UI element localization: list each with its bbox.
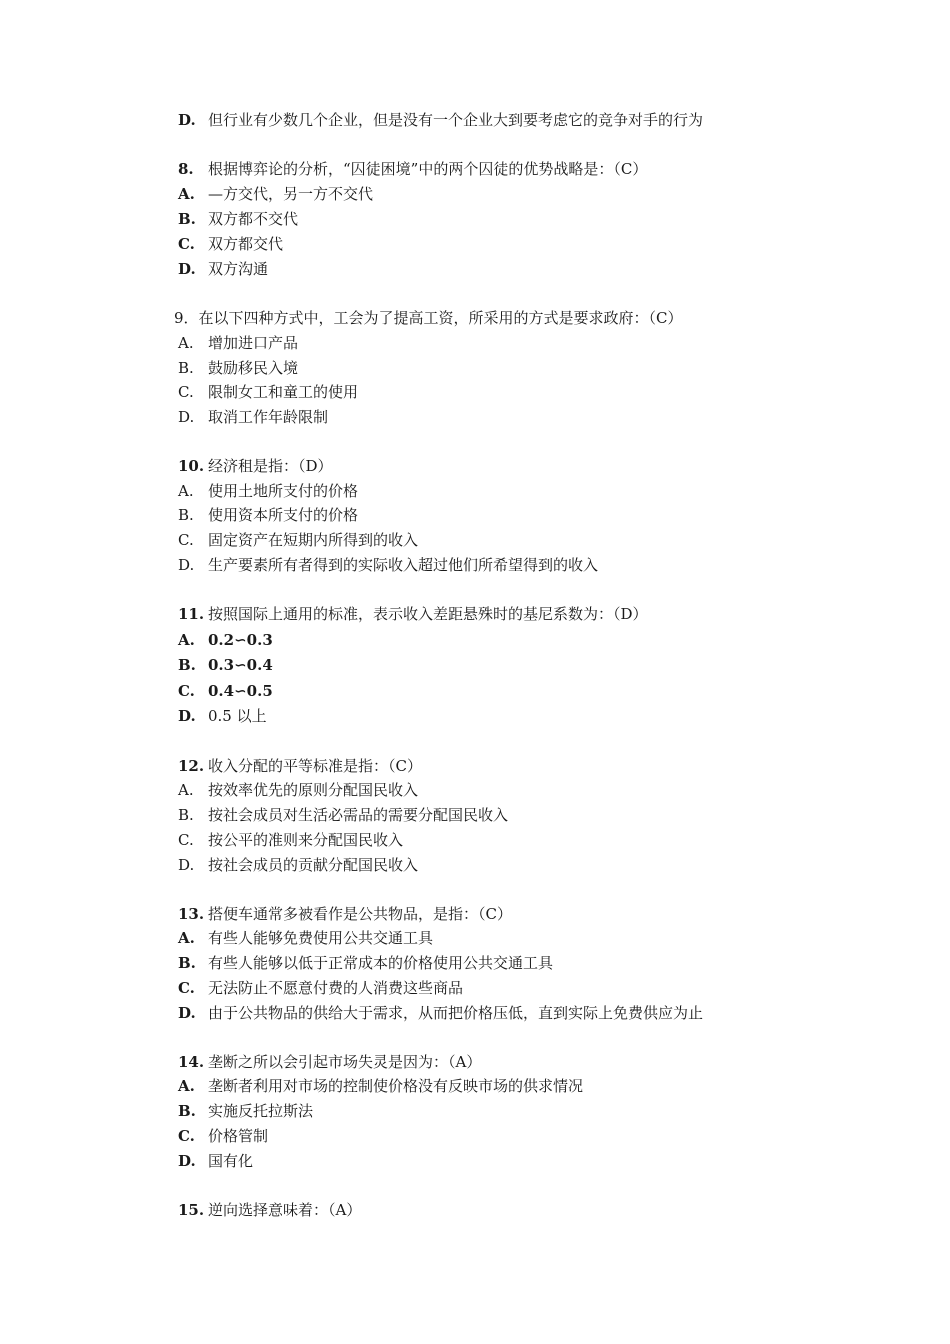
option-text: 垄断者利用对市场的控制使价格没有反映市场的供求情况 bbox=[208, 1077, 584, 1095]
q12-option-d bbox=[178, 853, 418, 877]
q12-option-b bbox=[178, 803, 508, 827]
question-number: 12. bbox=[178, 757, 205, 775]
option-text: 有些人能够以低于正常成本的价格使用公共交通工具 bbox=[208, 954, 554, 972]
option-text: 取消工作年龄限制 bbox=[208, 408, 329, 426]
option-marker: B. bbox=[178, 506, 194, 524]
q11-option-c bbox=[178, 679, 273, 703]
option-marker: B. bbox=[178, 806, 194, 824]
q13-option-d bbox=[178, 1001, 703, 1025]
option-marker: C. bbox=[178, 979, 195, 997]
option-text: 鼓励移民入境 bbox=[208, 359, 299, 377]
q9-option-b bbox=[178, 356, 298, 380]
option-text: 无法防止不愿意付费的人消费这些商品 bbox=[208, 979, 464, 997]
q8-option-a bbox=[178, 182, 373, 206]
q10-question bbox=[178, 454, 333, 478]
option-text: 双方都不交代 bbox=[208, 210, 299, 228]
question-text: 收入分配的平等标准是指：（C） bbox=[208, 757, 422, 775]
question-text: 垄断之所以会引起市场失灵是因为：（A） bbox=[208, 1053, 482, 1071]
option-text: 固定资产在短期内所得到的收入 bbox=[208, 531, 419, 549]
option-marker: D. bbox=[178, 260, 196, 278]
option-text: 有些人能够免费使用公共交通工具 bbox=[208, 929, 434, 947]
option-marker: D. bbox=[178, 556, 195, 574]
question-number: 11. bbox=[178, 605, 205, 623]
question-number: 13. bbox=[178, 905, 205, 923]
option-marker: A. bbox=[178, 631, 195, 649]
option-marker: C. bbox=[178, 1127, 195, 1145]
option-text: 限制女工和童工的使用 bbox=[208, 383, 359, 401]
option-text: 按社会成员对生活必需品的需要分配国民收入 bbox=[208, 806, 509, 824]
option-marker: D. bbox=[178, 111, 196, 129]
option-marker: D. bbox=[178, 1152, 196, 1170]
question-text: 经济租是指：（D） bbox=[208, 457, 333, 475]
q15-question bbox=[178, 1198, 361, 1222]
q9-question bbox=[174, 306, 683, 330]
option-marker: C. bbox=[178, 682, 195, 700]
question-text: 按照国际上通用的标准，表示收入差距悬殊时的基尼系数为：（D） bbox=[208, 605, 648, 623]
option-marker: C. bbox=[178, 831, 194, 849]
option-marker: B. bbox=[178, 954, 196, 972]
option-text: 0.4∽0.5 bbox=[208, 682, 273, 700]
option-marker: C. bbox=[178, 531, 194, 549]
option-marker: B. bbox=[178, 359, 194, 377]
option-text: 0.3∽0.4 bbox=[208, 656, 273, 674]
option-text: 增加进口产品 bbox=[208, 334, 299, 352]
q10-option-c bbox=[178, 528, 418, 552]
q14-option-a bbox=[178, 1074, 583, 1098]
q10-option-b bbox=[178, 503, 358, 527]
q13-option-c bbox=[178, 976, 463, 1000]
q8-option-b bbox=[178, 207, 298, 231]
q8-option-c bbox=[178, 232, 283, 256]
question-number: 10. bbox=[178, 457, 205, 475]
q13-option-a bbox=[178, 926, 433, 950]
q9-option-a bbox=[178, 331, 298, 355]
question-text: 根据博弈论的分析，“囚徒困境”中的两个囚徒的优势战略是：（C） bbox=[208, 160, 648, 178]
option-marker: C. bbox=[178, 383, 194, 401]
option-marker: C. bbox=[178, 235, 195, 253]
q13-question bbox=[178, 902, 512, 926]
option-text: 价格管制 bbox=[208, 1127, 269, 1145]
option-text: 但行业有少数几个企业，但是没有一个企业大到要考虑它的竞争对手的行为 bbox=[208, 111, 704, 129]
option-text: 按效率优先的原则分配国民收入 bbox=[208, 781, 419, 799]
q11-question bbox=[178, 602, 648, 626]
option-text: 按公平的准则来分配国民收入 bbox=[208, 831, 404, 849]
question-text: 逆向选择意味着：（A） bbox=[208, 1201, 362, 1219]
option-text: 使用土地所支付的价格 bbox=[208, 482, 359, 500]
option-marker: A. bbox=[178, 482, 194, 500]
option-marker: A. bbox=[178, 334, 194, 352]
question-number: 14. bbox=[178, 1053, 205, 1071]
option-marker: B. bbox=[178, 656, 196, 674]
q10-option-a bbox=[178, 479, 358, 503]
q12-option-c bbox=[178, 828, 403, 852]
option-text: 按社会成员的贡献分配国民收入 bbox=[208, 856, 419, 874]
q11-option-d bbox=[178, 704, 267, 728]
option-marker: B. bbox=[178, 210, 196, 228]
option-marker: A. bbox=[178, 1077, 195, 1095]
q13-option-b bbox=[178, 951, 553, 975]
question-text: 9．在以下四种方式中，工会为了提高工资，所采用的方式是要求政府：（C） bbox=[174, 309, 683, 327]
q12-option-a bbox=[178, 778, 418, 802]
option-text: —方交代，另一方不交代 bbox=[208, 185, 374, 203]
option-marker: A. bbox=[178, 929, 195, 947]
q9-option-d bbox=[178, 405, 328, 429]
option-text: 0.5 以上 bbox=[208, 707, 267, 725]
option-text: 0.2∽0.3 bbox=[208, 631, 273, 649]
q8-question bbox=[178, 157, 647, 181]
option-text: 生产要素所有者得到的实际收入超过他们所希望得到的收入 bbox=[208, 556, 599, 574]
option-text: 使用资本所支付的价格 bbox=[208, 506, 359, 524]
q9-option-c bbox=[178, 380, 358, 404]
q11-option-b bbox=[178, 653, 273, 677]
q14-option-c bbox=[178, 1124, 268, 1148]
q8-option-d bbox=[178, 257, 268, 281]
option-text: 双方沟通 bbox=[208, 260, 269, 278]
option-marker: D. bbox=[178, 856, 195, 874]
option-text: 实施反托拉斯法 bbox=[208, 1102, 314, 1120]
option-marker: A. bbox=[178, 781, 194, 799]
option-marker: D. bbox=[178, 1004, 196, 1022]
option-marker: A. bbox=[178, 185, 195, 203]
option-text: 国有化 bbox=[208, 1152, 254, 1170]
q14-question bbox=[178, 1050, 481, 1074]
q14-option-b bbox=[178, 1099, 313, 1123]
question-number: 8. bbox=[178, 160, 194, 178]
q14-option-d bbox=[178, 1149, 253, 1173]
option-text: 双方都交代 bbox=[208, 235, 284, 253]
q10-option-d bbox=[178, 553, 598, 577]
q12-question bbox=[178, 754, 422, 778]
option-marker: D. bbox=[178, 408, 195, 426]
q11-option-a bbox=[178, 628, 273, 652]
option-text: 由于公共物品的供给大于需求，从而把价格压低，直到实际上免费供应为止 bbox=[208, 1004, 704, 1022]
question-text: 搭便车通常多被看作是公共物品，是指：（C） bbox=[208, 905, 512, 923]
question-number: 15. bbox=[178, 1201, 205, 1219]
option-marker: B. bbox=[178, 1102, 196, 1120]
option-marker: D. bbox=[178, 707, 196, 725]
q7-option-d bbox=[178, 108, 703, 132]
